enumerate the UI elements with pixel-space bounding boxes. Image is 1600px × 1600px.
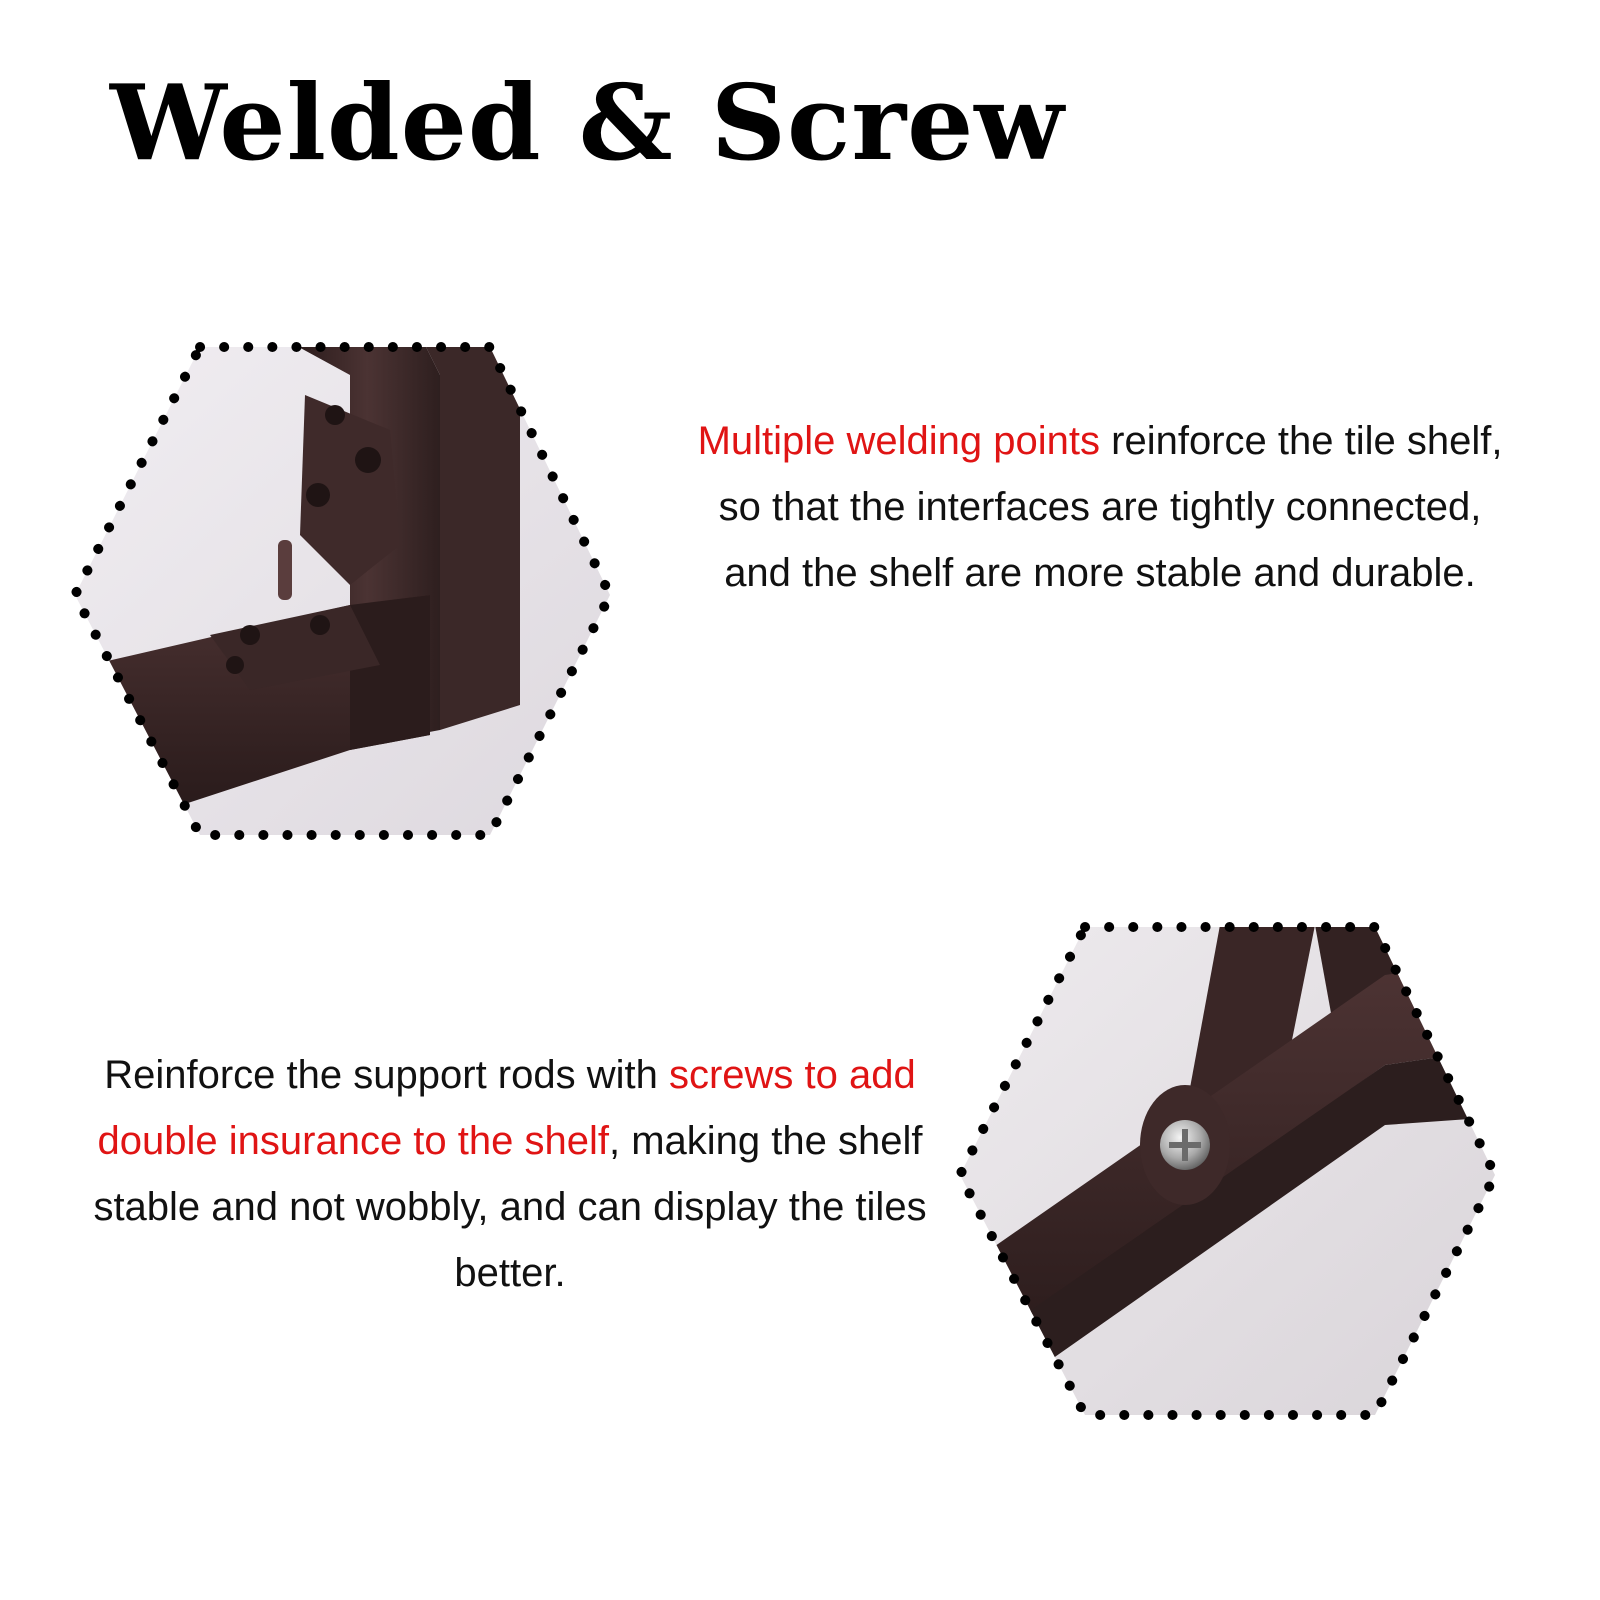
screw-body-text: , making the shelf stable and not wobbly, and can display the tiles better. <box>93 1119 927 1295</box>
welded-feature-text <box>690 408 1510 606</box>
screw-joint-image <box>935 915 1525 1455</box>
welded-joint-image <box>50 335 640 875</box>
welded-body-text: reinforce the tile shelf, so that the interfaces are tightly connected, and the shelf are more stable and durable. <box>718 419 1503 595</box>
screw-lead-text: Reinforce the support rods with <box>104 1053 669 1097</box>
page-title: Welded & Screw <box>110 61 1065 184</box>
welded-corner-joint-photo-icon <box>50 335 640 875</box>
screw-reinforced-rod-photo-icon <box>935 915 1525 1455</box>
welded-highlight-text: Multiple welding points <box>697 419 1101 463</box>
screw-feature-text <box>70 1042 950 1306</box>
screw-highlight-text: screws to add double insurance to the shelf <box>97 1053 916 1163</box>
